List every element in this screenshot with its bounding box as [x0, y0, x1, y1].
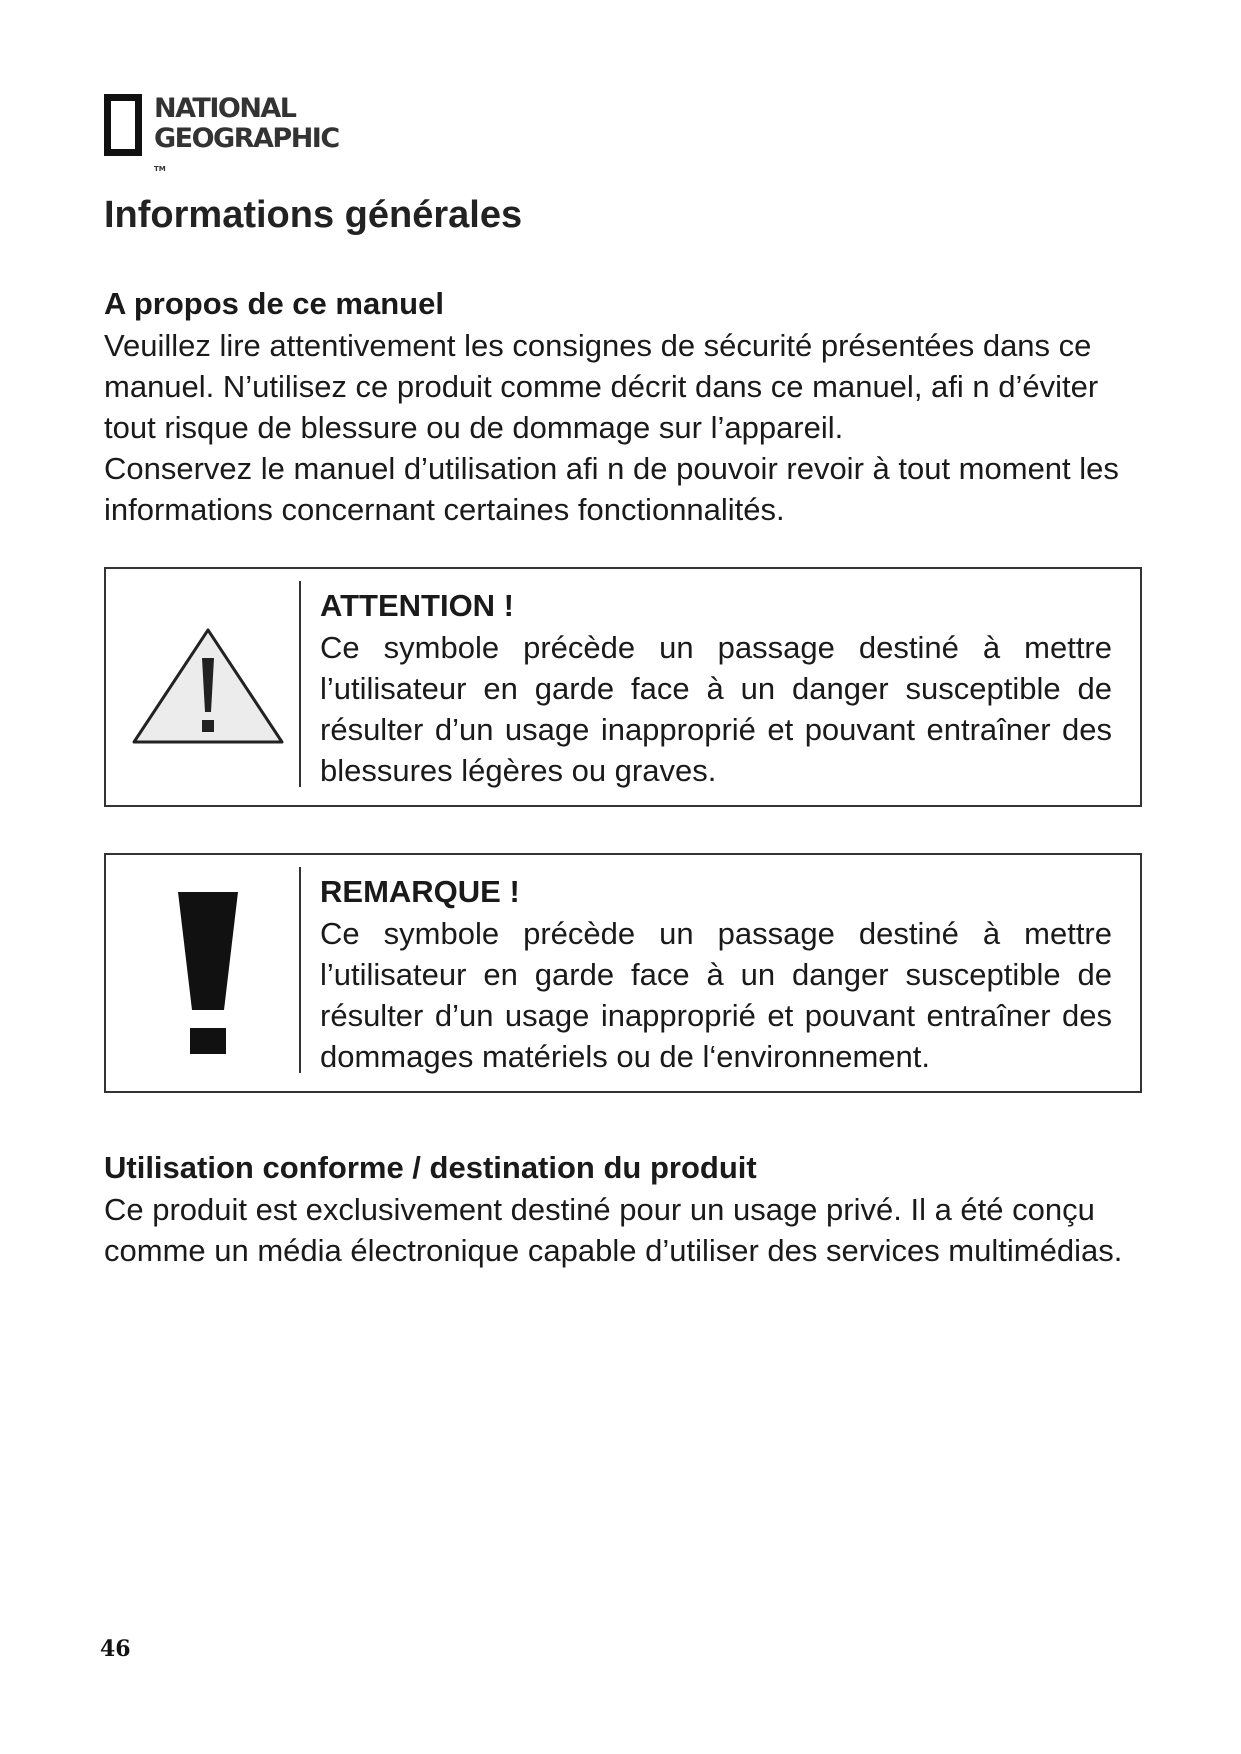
attention-notice [104, 567, 1142, 807]
logo-line-2: GEOGRAPHIC TM [154, 124, 339, 184]
logo-text [154, 94, 339, 184]
remark-text: Ce symbole précède un passage destiné à mettre l’utilisateur en garde face à un danger susceptible de résulter d’un usage inapproprié et pouvant entraîner des dommages matériels ou de l‘environnement. [320, 916, 1112, 1074]
warning-triangle-icon [130, 591, 286, 781]
logo-line-1: NATIONAL [154, 93, 296, 124]
exclamation-icon [130, 877, 286, 1067]
page-number: 46 [100, 1636, 131, 1662]
page-title: Informations générales [104, 194, 523, 236]
about-manual-heading: A propos de ce manuel [104, 286, 444, 321]
remark-body [320, 871, 1112, 1077]
attention-text: Ce symbole précède un passage destiné à mettre l’utilisateur en garde face à un danger susceptible de résulter d’un usage inapproprié et pouvant entraîner des blessures légères ou graves. [320, 630, 1112, 788]
logo-frame-icon [104, 94, 142, 156]
about-manual-section [104, 283, 1150, 530]
about-manual-paragraph-2: Conservez le manuel d’utilisation afi n de pouvoir revoir à tout moment les informations concernant certaines fonctionnalités. [104, 451, 1119, 527]
trademark: TM [154, 165, 166, 173]
intended-use-heading: Utilisation conforme / destination du produit [104, 1150, 757, 1185]
notice-divider [299, 581, 301, 787]
remark-notice [104, 853, 1142, 1093]
attention-title: ATTENTION ! [320, 588, 515, 623]
attention-body [320, 585, 1112, 791]
intended-use-section [104, 1147, 1150, 1271]
intended-use-paragraph: Ce produit est exclusivement destiné pour un usage privé. Il a été conçu comme un média électronique capable d’utiliser des services multimédias. [104, 1192, 1123, 1268]
notice-divider [299, 867, 301, 1073]
about-manual-paragraph-1: Veuillez lire attentivement les consignes de sécurité présentées dans ce manuel. N’utilisez ce produit comme décrit dans ce manuel, afi n d’éviter tout risque de blessure ou de dommage sur l’appareil. [104, 328, 1099, 445]
remark-title: REMARQUE ! [320, 874, 520, 909]
brand-logo [104, 94, 339, 184]
